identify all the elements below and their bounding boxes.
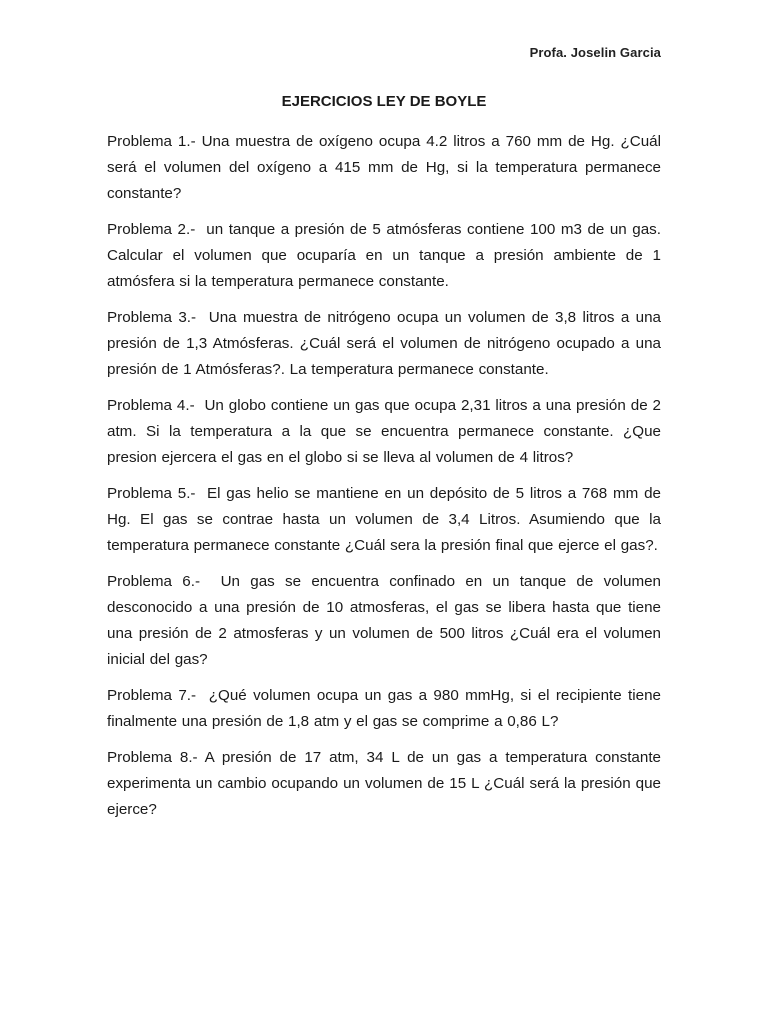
problem-2 bbox=[107, 217, 661, 295]
problem-5 bbox=[107, 481, 661, 559]
problem-6 bbox=[107, 569, 661, 673]
problem-3 bbox=[107, 305, 661, 383]
problem-label: Problema 8.- bbox=[107, 749, 205, 766]
problem-text: Una muestra de nitrógeno ocupa un volumen de 3,8 litros a una presión de 1,3 Atmósferas. ¿Cuál será el volumen de nitrógeno ocupado a una presión de 1 Atmósferas?. La temperatura permanece constante. bbox=[107, 309, 661, 378]
problem-label: Problema 7.- bbox=[107, 687, 209, 704]
problem-label: Problema 2.- bbox=[107, 221, 207, 238]
problem-1 bbox=[107, 129, 661, 207]
problem-text: ¿Qué volumen ocupa un gas a 980 mmHg, si el recipiente tiene finalmente una presión de 1,8 atm y el gas se comprime a 0,86 L? bbox=[107, 687, 661, 730]
problem-label: Problema 6.- bbox=[107, 573, 221, 590]
problem-label: Problema 5.- bbox=[107, 485, 208, 502]
problem-list bbox=[107, 129, 661, 833]
problem-text: Un globo contiene un gas que ocupa 2,31 litros a una presión de 2 atm. Si la temperatura a la que se encuentra permanece constante. ¿Que presion ejercera el gas en el globo si se lleva al volumen de 4 litros? bbox=[107, 397, 661, 466]
problem-text: El gas helio se mantiene en un depósito de 5 litros a 768 mm de Hg. El gas se contrae hasta un volumen de 3,4 Litros. Asumiendo que la temperatura permanece constante ¿Cuál sera la presión final que ejerce el gas?. bbox=[107, 485, 661, 554]
problem-label: Problema 4.- bbox=[107, 397, 205, 414]
author-name: Profa. Joselin Garcia bbox=[529, 45, 661, 60]
problem-label: Problema 3.- bbox=[107, 309, 209, 326]
problem-text: Una muestra de oxígeno ocupa 4.2 litros a 760 mm de Hg. ¿Cuál será el volumen del oxígeno a 415 mm de Hg, si la temperatura permanece constante? bbox=[107, 133, 661, 202]
problem-label: Problema 1.- bbox=[107, 133, 202, 150]
problem-4 bbox=[107, 393, 661, 471]
problem-text: un tanque a presión de 5 atmósferas contiene 100 m3 de un gas. Calcular el volumen que ocuparía en un tanque a presión ambiente de 1 atmósfera si la temperatura permanece constante. bbox=[107, 221, 661, 290]
problem-text: Un gas se encuentra confinado en un tanque de volumen desconocido a una presión de 10 atmosferas, el gas se libera hasta que tiene una presión de 2 atmosferas y un volumen de 500 litros ¿Cuál era el volumen inicial del gas? bbox=[107, 573, 662, 668]
problem-text: A presión de 17 atm, 34 L de un gas a temperatura constante experimenta un cambio ocupando un volumen de 15 L ¿Cuál será la presión que ejerce? bbox=[107, 749, 661, 818]
document-title: EJERCICIOS LEY DE BOYLE bbox=[281, 93, 487, 110]
problem-8 bbox=[107, 745, 661, 823]
problem-7 bbox=[107, 683, 661, 735]
